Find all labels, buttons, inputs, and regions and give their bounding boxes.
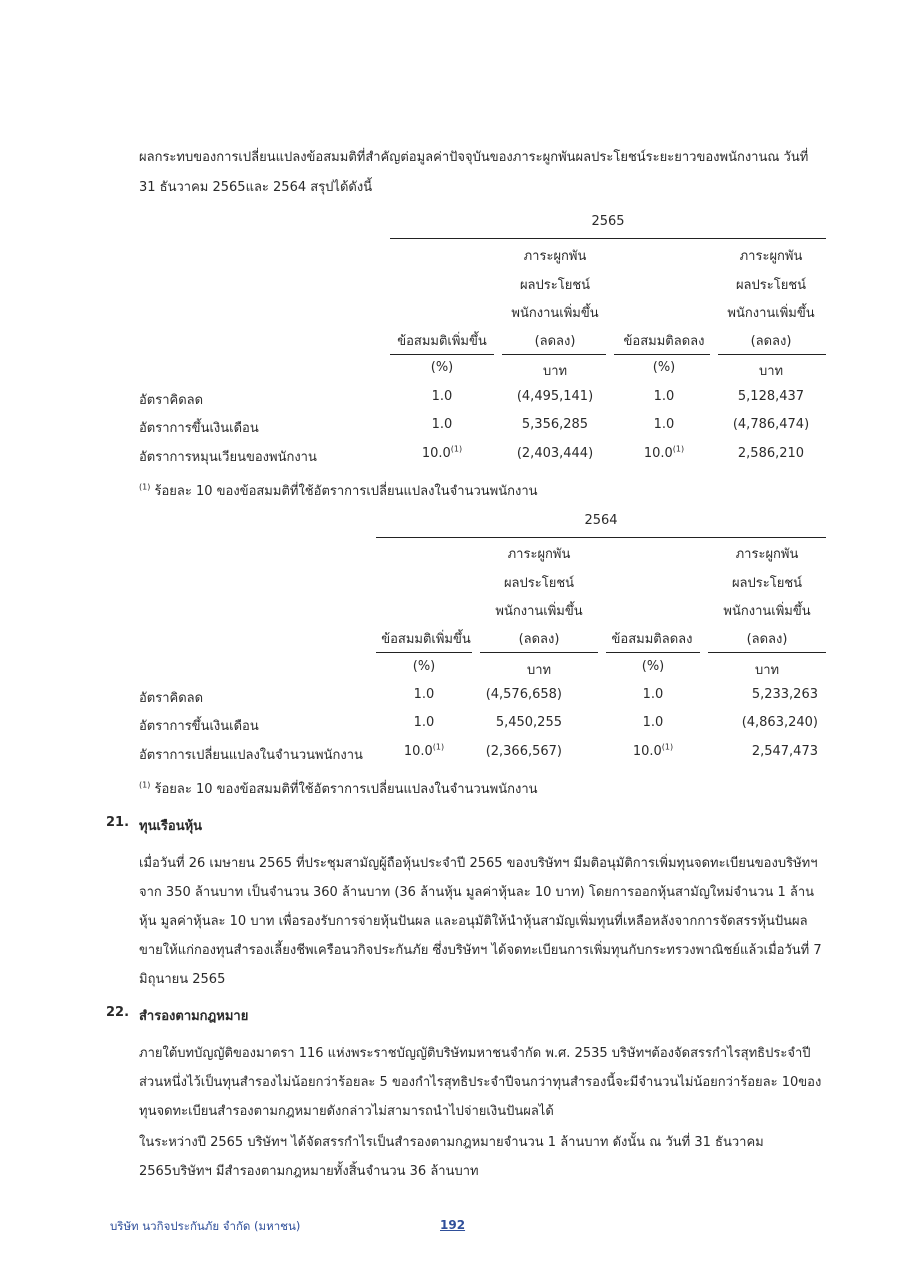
- page-number: 192: [440, 1218, 466, 1232]
- row-label: อัตราคิดลด: [139, 393, 204, 408]
- table-2564-footnote: $^{(1)}$ ร้อยละ 10 ของข้อสมมติที่ใช้อัตราการเปลี่ยนแปลงในจำนวนพนักงาน: [139, 780, 538, 797]
- t2-obl2-h3: พนักงานเพิ่มขึ้น: [723, 604, 811, 619]
- dec-pct: 10.0$^{(1)}$: [643, 444, 685, 461]
- section-21-body: เมื่อวันที่ 26 เมษายน 2565 ที่ประชุมสามัญผู้ถือหุ้นประจำปี 2565 ของบริษัทฯ มีมติอนุมัติการเพิ่มทุนจดทะเบียนของบริษัทฯ จาก 350 ล้านบาท เป็นจำนวน 360 ล้านบาท (36 ล้านหุ้น มูลค่าหุ้นละ 10 บาท) โดยการออกหุ้นสามัญใหม่จำนวน 1 ล้านหุ้น มูลค่าหุ้นละ 10 บาท เพื่อรองรับการจ่ายหุ้นปันผล และอนุมัติให้นำหุ้นสามัญเพิ่มทุนที่เหลือหลังจากการจัดสรรหุ้นปันผลขายให้แก่กองทุนสำรองเลี้ยงชีพเครือนวกิจประกันภัย ซึ่งบริษัทฯ ได้จดทะเบียนการเพิ่มทุนกับกระทรวงพาณิชย์แล้วเมื่อวันที่ 7 มิถุนายน 2565: [139, 856, 822, 987]
- footer-company: บริษัท นวกิจประกันภัย จำกัด (มหาชน): [110, 1219, 301, 1233]
- t1-unit-baht-2: บาท: [758, 364, 784, 379]
- inc-pct: 1.0: [413, 715, 435, 730]
- t2-dec-assumption-header: ข้อสมมติลดลง: [611, 632, 693, 647]
- table-2565-year-rule: [390, 238, 826, 239]
- dec-value: 2,586,210: [737, 446, 805, 461]
- t2-obl2-h4: (ลดลง): [746, 632, 788, 647]
- t2-unit-baht-2: บาท: [754, 663, 780, 678]
- t1-dec-assumption-header: ข้อสมมติลดลง: [623, 334, 705, 349]
- inc-pct: 1.0: [431, 389, 453, 404]
- footnote-ref: (1): [672, 444, 685, 454]
- footnote-ref: (1): [450, 444, 463, 454]
- dec-pct: 1.0: [642, 715, 664, 730]
- table-2565-year: 2565: [591, 214, 625, 229]
- section-21-title: ทุนเรือนหุ้น: [139, 819, 203, 834]
- inc-pct: 1.0: [431, 417, 453, 432]
- t2-rule-c: [606, 652, 700, 653]
- t2-rule-a: [376, 652, 472, 653]
- row-label: อัตราการเปลี่ยนแปลงในจำนวนพนักงาน: [139, 748, 363, 763]
- intro-line-2: 31 ธันวาคม 2565และ 2564 สรุปได้ดังนี้: [139, 180, 373, 195]
- t1-obl2-h4: (ลดลง): [750, 334, 792, 349]
- t1-rule-a: [390, 354, 494, 355]
- row-label: อัตราการขึ้นเงินเดือน: [139, 719, 259, 734]
- t2-inc-assumption-header: ข้อสมมติเพิ่มขึ้น: [381, 632, 471, 647]
- dec-pct: 1.0: [653, 417, 675, 432]
- t1-obl2-h3: พนักงานเพิ่มขึ้น: [727, 306, 815, 321]
- t2-obl2-h1: ภาระผูกพัน: [735, 547, 799, 562]
- t1-obl2-h2: ผลประโยชน์: [735, 278, 807, 293]
- t2-obl1-h2: ผลประโยชน์: [503, 576, 575, 591]
- section-22-title: สำรองตามกฎหมาย: [139, 1009, 249, 1024]
- table-2564-year-rule: [376, 537, 826, 538]
- inc-value: (4,495,141): [516, 389, 594, 404]
- t2-obl1-h1: ภาระผูกพัน: [507, 547, 571, 562]
- inc-value: (4,576,658): [485, 687, 562, 702]
- t1-obl1-h1: ภาระผูกพัน: [523, 249, 587, 264]
- t2-rule-d: [708, 652, 826, 653]
- t2-obl1-h4: (ลดลง): [518, 632, 560, 647]
- dec-pct: 10.0$^{(1)}$: [632, 742, 674, 759]
- inc-pct: 1.0: [413, 687, 435, 702]
- t1-obl1-h2: ผลประโยชน์: [519, 278, 591, 293]
- inc-value: (2,403,444): [516, 446, 594, 461]
- row-label: อัตราคิดลด: [139, 691, 204, 706]
- t2-obl1-h3: พนักงานเพิ่มขึ้น: [495, 604, 583, 619]
- table-2564-year: 2564: [584, 513, 618, 528]
- t1-unit-pct-1: (%): [430, 360, 454, 375]
- dec-value: (4,786,474): [732, 417, 810, 432]
- t1-rule-c: [614, 354, 710, 355]
- section-21-number: 21.: [106, 815, 130, 830]
- inc-value: 5,356,285: [521, 417, 589, 432]
- dec-pct: 1.0: [642, 687, 664, 702]
- t1-unit-baht-1: บาท: [542, 364, 568, 379]
- inc-pct: 10.0$^{(1)}$: [421, 444, 463, 461]
- t1-unit-pct-2: (%): [652, 360, 676, 375]
- inc-pct: 10.0$^{(1)}$: [403, 742, 445, 759]
- t1-rule-d: [718, 354, 826, 355]
- dec-value: 5,128,437: [737, 389, 805, 404]
- t2-unit-baht-1: บาท: [526, 663, 552, 678]
- footnote-ref: (1): [661, 742, 674, 752]
- intro-line-1: ผลกระทบของการเปลี่ยนแปลงข้อสมมติที่สำคัญต่อมูลค่าปัจจุบันของภาระผูกพันผลประโยชน์ระยะยาวของพนักงานณ วันที่: [139, 150, 809, 165]
- section-22-body-1: ภายใต้บทบัญญัติของมาตรา 116 แห่งพระราชบัญญัติบริษัทมหาชนจำกัด พ.ศ. 2535 บริษัทฯต้องจัดสรรกำไรสุทธิประจำปีส่วนหนึ่งไว้เป็นทุนสำรองไม่น้อยกว่าร้อยละ 5 ของกำไรสุทธิประจำปีจนกว่าทุนสำรองนี้จะมีจำนวนไม่น้อยกว่าร้อยละ 10ของทุนจดทะเบียนสำรองตามกฎหมายดังกล่าวไม่สามารถนำไปจ่ายเงินปันผลได้: [139, 1046, 822, 1119]
- inc-value: (2,366,567): [485, 744, 562, 759]
- t1-obl2-h1: ภาระผูกพัน: [739, 249, 803, 264]
- section-22-number: 22.: [106, 1005, 130, 1020]
- row-label: อัตราการหมุนเวียนของพนักงาน: [139, 450, 317, 465]
- dec-value: 5,233,263: [751, 687, 818, 702]
- dec-value: (4,863,240): [741, 715, 818, 730]
- dec-value: 2,547,473: [751, 744, 818, 759]
- inc-value: 5,450,255: [495, 715, 562, 730]
- section-22-body-2: ในระหว่างปี 2565 บริษัทฯ ได้จัดสรรกำไรเป็นสำรองตามกฎหมายจำนวน 1 ล้านบาท ดังนั้น ณ วันที่ 31 ธันวาคม 2565บริษัทฯ มีสำรองตามกฎหมายทั้งสิ้นจำนวน 36 ล้านบาท: [139, 1135, 764, 1179]
- t1-obl1-h4: (ลดลง): [534, 334, 576, 349]
- table-2565-footnote: $^{(1)}$ ร้อยละ 10 ของข้อสมมติที่ใช้อัตราการเปลี่ยนแปลงในจำนวนพนักงาน: [139, 482, 538, 499]
- t1-rule-b: [502, 354, 606, 355]
- t1-obl1-h3: พนักงานเพิ่มขึ้น: [511, 306, 599, 321]
- t1-inc-assumption-header: ข้อสมมติเพิ่มขึ้น: [397, 334, 487, 349]
- t2-obl2-h2: ผลประโยชน์: [731, 576, 803, 591]
- t2-unit-pct-2: (%): [641, 659, 665, 674]
- footnote-ref: (1): [432, 742, 445, 752]
- t2-unit-pct-1: (%): [412, 659, 436, 674]
- row-label: อัตราการขึ้นเงินเดือน: [139, 421, 259, 436]
- dec-pct: 1.0: [653, 389, 675, 404]
- t2-rule-b: [480, 652, 598, 653]
